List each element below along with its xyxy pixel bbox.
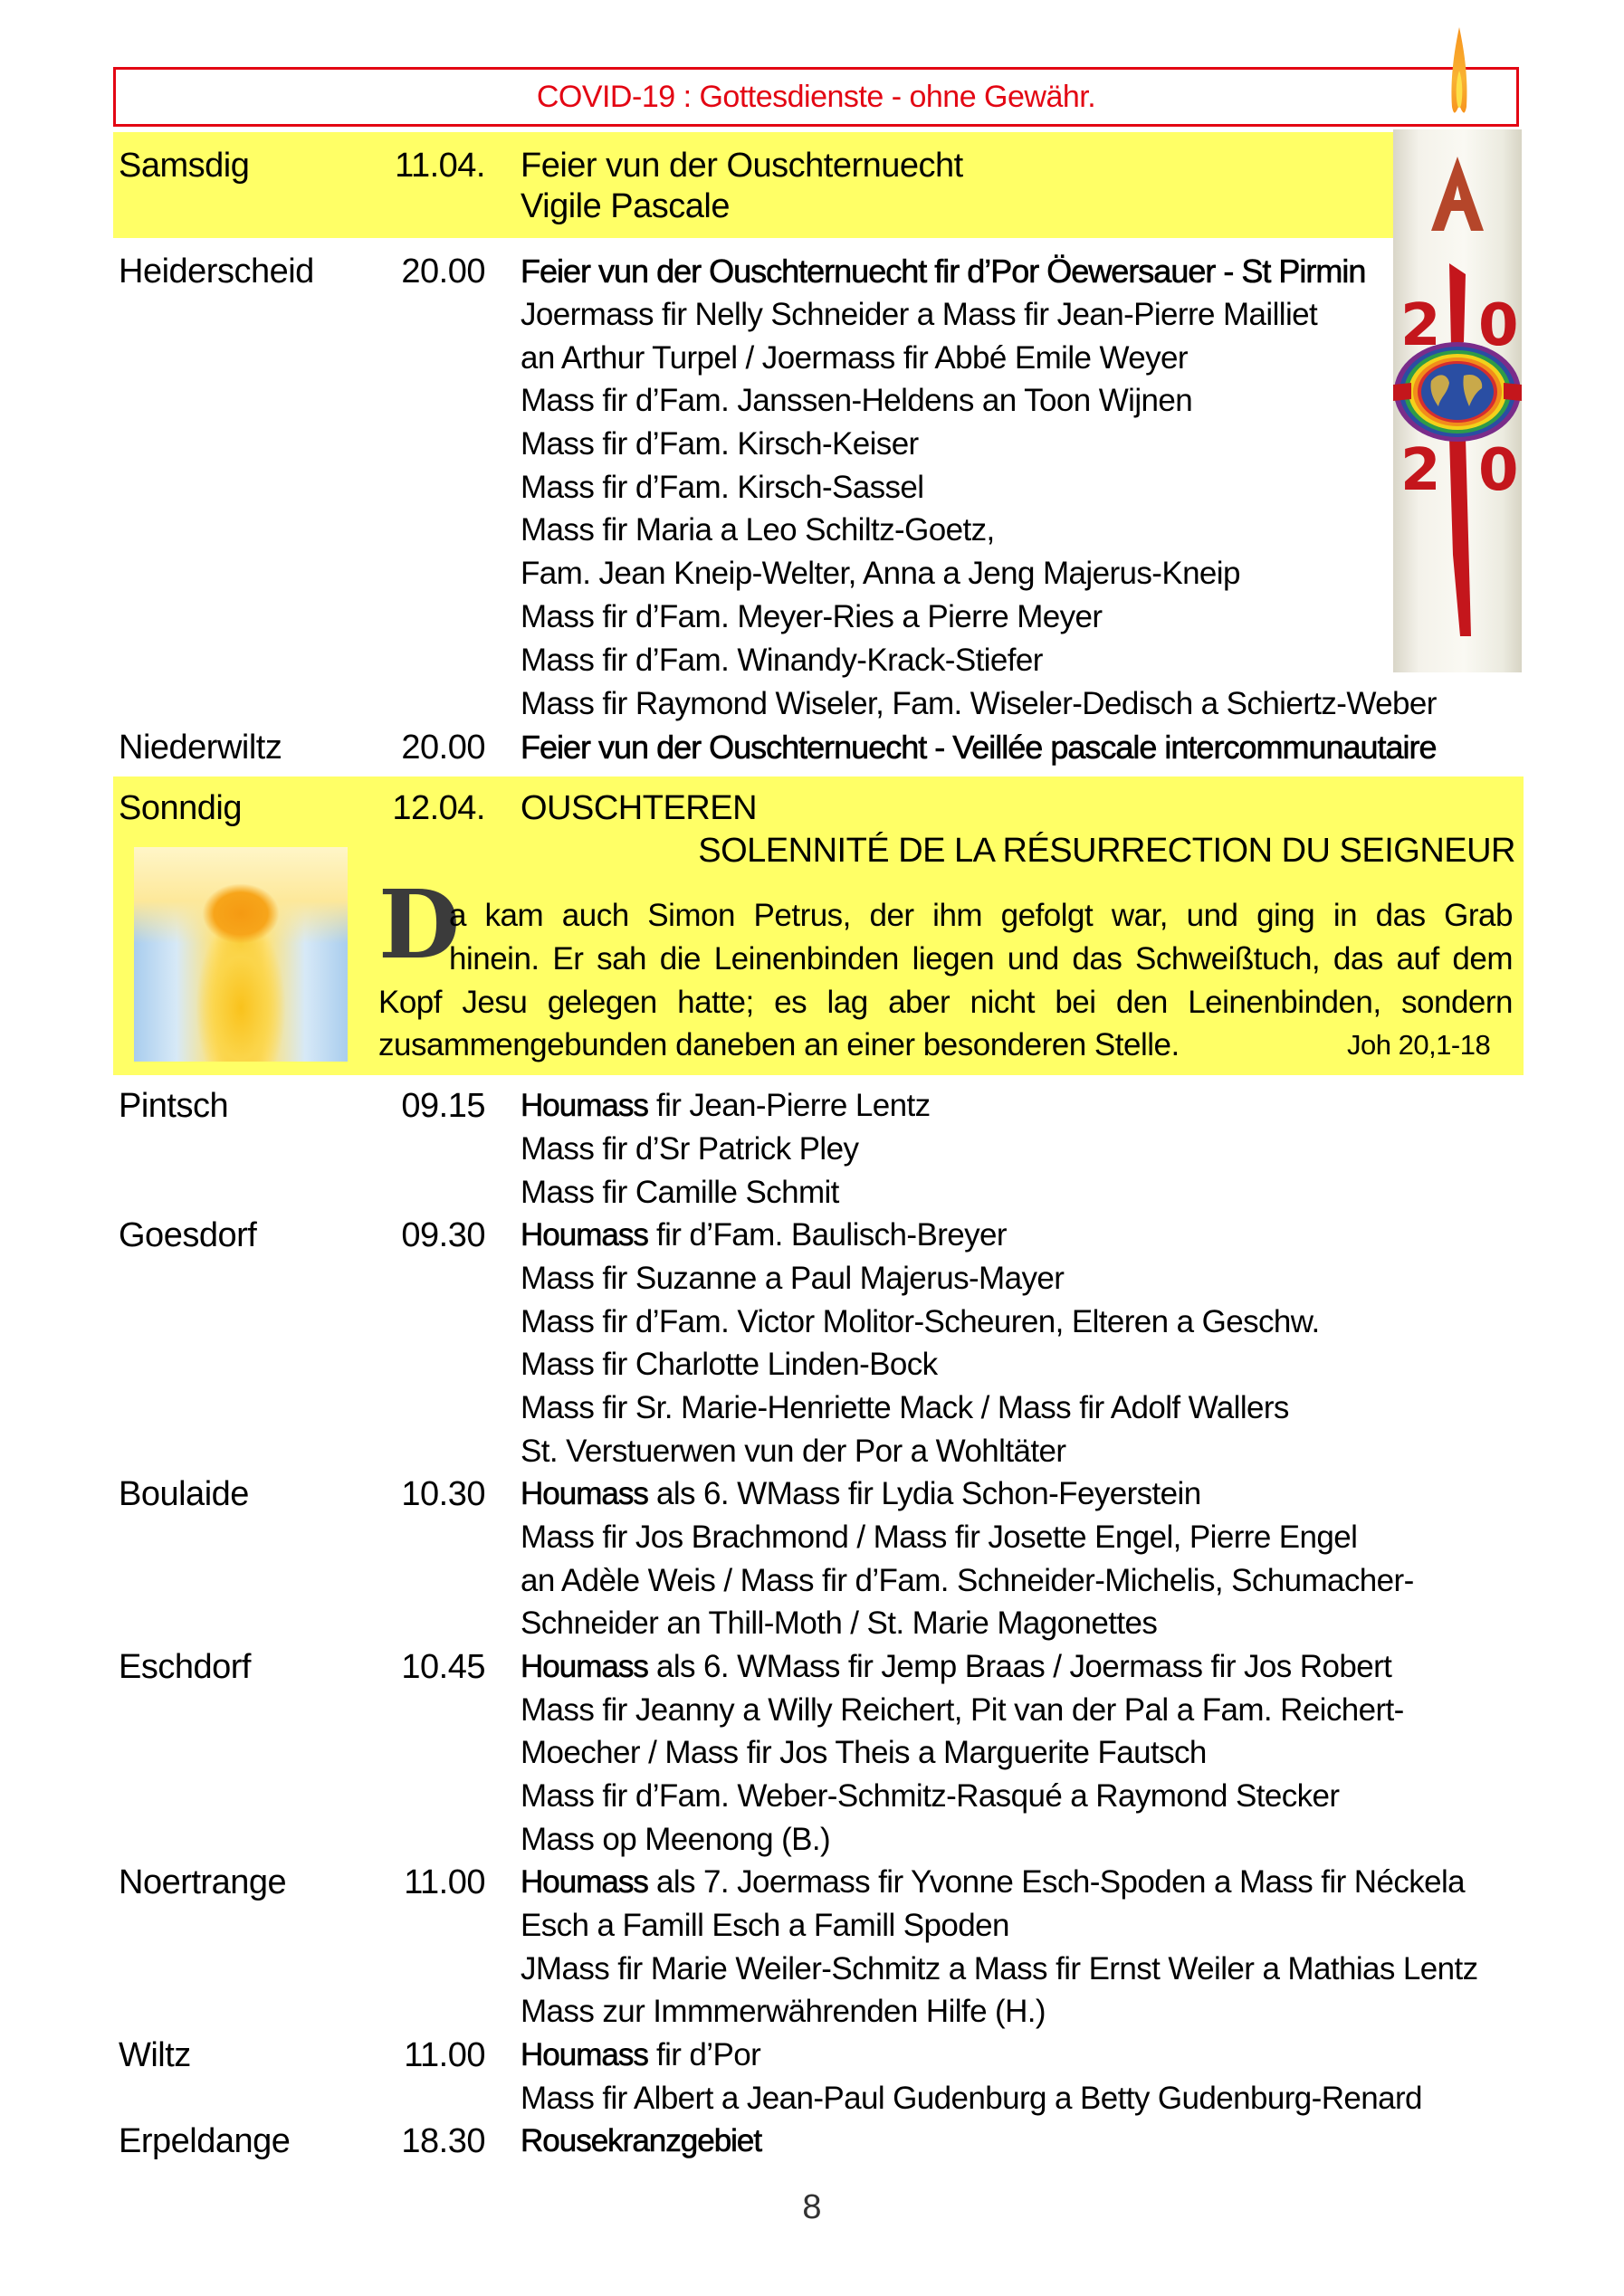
service-lead [521,1084,931,1128]
intention-line: Mass fir Sr. Marie-Henriette Mack / Mass fir Adolf Wallers [521,1390,1289,1425]
intention-line: Esch a Famill Esch a Famill Spoden [521,1908,1009,1943]
service-type: Houmass [521,1649,648,1684]
place-boulaide: Boulaide [119,1475,249,1513]
cross-upper-icon [1449,263,1466,347]
service-lead [521,2034,760,2077]
reading-line: a kam auch Simon Petrus, der ihm gefolgt war, und ging in das Grab [449,898,1513,933]
reading-line: hinein. Er sah die Leinenbinden liegen und das Schweißtuch, das auf dem [449,941,1513,977]
intention-line: Mass fir d’Fam. Victor Molitor-Scheuren, Elteren a Geschw. [521,1304,1320,1339]
service-lead [521,2120,761,2163]
saturday-subtitle: Vigile Pascale [521,187,731,225]
intention-line: Mass fir d’Sr Patrick Pley [521,1131,859,1167]
service-detail: als 6. WMass fir Lydia Schon-Feyerstein [647,1476,1201,1511]
reading-line: zusammengebunden daneben an einer besonderen Stelle. [378,1027,1180,1062]
intention-line: Mass fir d’Fam. Weber-Schmitz-Rasqué a Raymond Stecker [521,1778,1340,1814]
cross-lower-icon [1449,437,1471,636]
sunday-title: OUSCHTEREN [521,789,758,827]
place-erpeldange: Erpeldange [119,2122,291,2160]
service-lead: Feier vun der Ouschternuecht - Veillée pascale intercommunautaire [521,729,1437,766]
place-noertrange: Noertrange [119,1863,287,1901]
page-number: 8 [802,2188,822,2226]
alpha-icon [1431,157,1484,231]
intention-line: JMass fir Marie Weiler-Schmitz a Mass fir Ernst Weiler a Mathias Lentz [521,1951,1478,1986]
intention-line: Mass fir d’Fam. Kirsch-Keiser [521,426,919,462]
resurrection-painting-image [134,847,348,1062]
service-detail: fir d’Por [647,2037,761,2072]
intention-line: Mass fir d’Fam. Meyer-Ries a Pierre Meyer [521,599,1103,634]
place-niederwiltz: Niederwiltz [119,729,282,767]
saturday-day-label: Samsdig [119,147,250,185]
place-wiltz: Wiltz [119,2036,191,2074]
intention-line: Mass op Meenong (B.) [521,1822,831,1857]
time-boulaide: 10.30 [401,1475,485,1513]
service-type: Houmass [521,1217,648,1253]
time-noertrange: 11.00 [404,1863,485,1901]
time-eschdorf: 10.45 [401,1648,485,1686]
time-erpeldange: 18.30 [401,2122,485,2160]
place-goesdorf: Goesdorf [119,1216,257,1254]
time-wiltz: 11.00 [404,2036,485,2074]
place-heiderscheid: Heiderscheid [119,252,314,291]
service-type: Houmass [521,1864,648,1900]
time-niederwiltz: 20.00 [401,729,485,767]
intention-line: Mass fir Maria a Leo Schiltz-Goetz, [521,512,995,548]
intention-line: Mass fir Jeanny a Willy Reichert, Pit van der Pal a Fam. Reichert- [521,1692,1404,1728]
intention-line: Mass fir Raymond Wiseler, Fam. Wiseler-Dedisch a Schiertz-Weber [521,686,1437,721]
intention-line: Mass zur Immmerwährenden Hilfe (H.) [521,1994,1046,2029]
service-lead [521,1645,1391,1689]
service-type: Houmass [521,1476,648,1511]
reading-reference: Joh 20,1-18 [1347,1029,1491,1061]
place-eschdorf: Eschdorf [119,1648,251,1686]
saturday-date: 11.04. [395,147,485,185]
intention-line: Fam. Jean Kneip-Welter, Anna a Jeng Majerus-Kneip [521,556,1240,591]
service-detail: als 6. WMass fir Jemp Braas / Joermass fir Jos Robert [647,1649,1392,1684]
sunday-day-label: Sonndig [119,789,242,827]
saturday-title: Feier vun der Ouschternuecht [521,147,963,185]
sunday-subtitle: SOLENNITÉ DE LA RÉSURRECTION DU SEIGNEUR [698,832,1515,870]
intention-line: Moecher / Mass fir Jos Theis a Marguerite Fautsch [521,1735,1207,1770]
candle-symbols [1393,129,1522,672]
cross-horizontal-left-icon [1393,383,1411,401]
intention-line: an Arthur Turpel / Joermass fir Abbé Emile Weyer [521,340,1188,376]
service-type: Houmass [521,1088,648,1123]
intention-line: Mass fir Albert a Jean-Paul Gudenburg a Betty Gudenburg-Renard [521,2081,1422,2116]
year-digit-2b: 2 [1400,437,1441,504]
time-heiderscheid: 20.00 [401,252,485,291]
covid-notice-text: COVID-19 : Gottesdienste - ohne Gewähr. [536,80,1096,114]
intention-line: Schneider an Thill-Moth / St. Marie Magonettes [521,1605,1158,1641]
intention-line: Joermass fir Nelly Schneider a Mass fir Jean-Pierre Mailliet [521,297,1318,332]
service-detail: fir d’Fam. Baulisch-Breyer [647,1217,1007,1253]
intention-line: St. Verstuerwen vun der Por a Wohltäter [521,1434,1066,1469]
time-pintsch: 09.15 [401,1087,485,1125]
candle-flame-icon [1447,25,1472,119]
year-digit-0b: 0 [1478,437,1519,504]
cross-horizontal-right-icon [1504,383,1522,401]
intention-line: Mass fir d’Fam. Winandy-Krack-Stiefer [521,643,1043,678]
intention-line: an Adèle Weis / Mass fir d’Fam. Schneider-Michelis, Schumacher- [521,1563,1414,1598]
service-detail: als 7. Joermass fir Yvonne Esch-Spoden a Mass fir Néckela [647,1864,1466,1900]
service-type: Rousekranzgebiet [521,2123,762,2158]
intention-line: Mass fir Charlotte Linden-Bock [521,1347,938,1382]
easter-candle-image [1393,129,1522,672]
time-goesdorf: 09.30 [401,1216,485,1254]
intention-line: Mass fir Suzanne a Paul Majerus-Mayer [521,1261,1065,1296]
service-detail: fir Jean-Pierre Lentz [647,1088,931,1123]
year-digit-0a: 0 [1478,292,1519,359]
reading-dropcap: D [378,869,461,980]
reading-line: Kopf Jesu gelegen hatte; es lag aber nicht bei den Leinenbinden, sondern [378,985,1513,1020]
service-lead [521,1472,1201,1516]
service-lead: Feier vun der Ouschternuecht fir d’Por Öewersauer - St Pirmin [521,252,1366,290]
intention-line: Mass fir d’Fam. Kirsch-Sassel [521,470,924,505]
place-pintsch: Pintsch [119,1087,229,1125]
sunday-date: 12.04. [392,789,485,827]
intention-line: Mass fir Camille Schmit [521,1175,839,1210]
service-lead [521,1214,1007,1257]
service-lead [521,1861,1465,1904]
intention-line: Mass fir d’Fam. Janssen-Heldens an Toon Wijnen [521,383,1193,418]
service-type: Houmass [521,2037,648,2072]
year-digit-2a: 2 [1400,292,1441,359]
intention-line: Mass fir Jos Brachmond / Mass fir Josette Engel, Pierre Engel [521,1520,1358,1555]
